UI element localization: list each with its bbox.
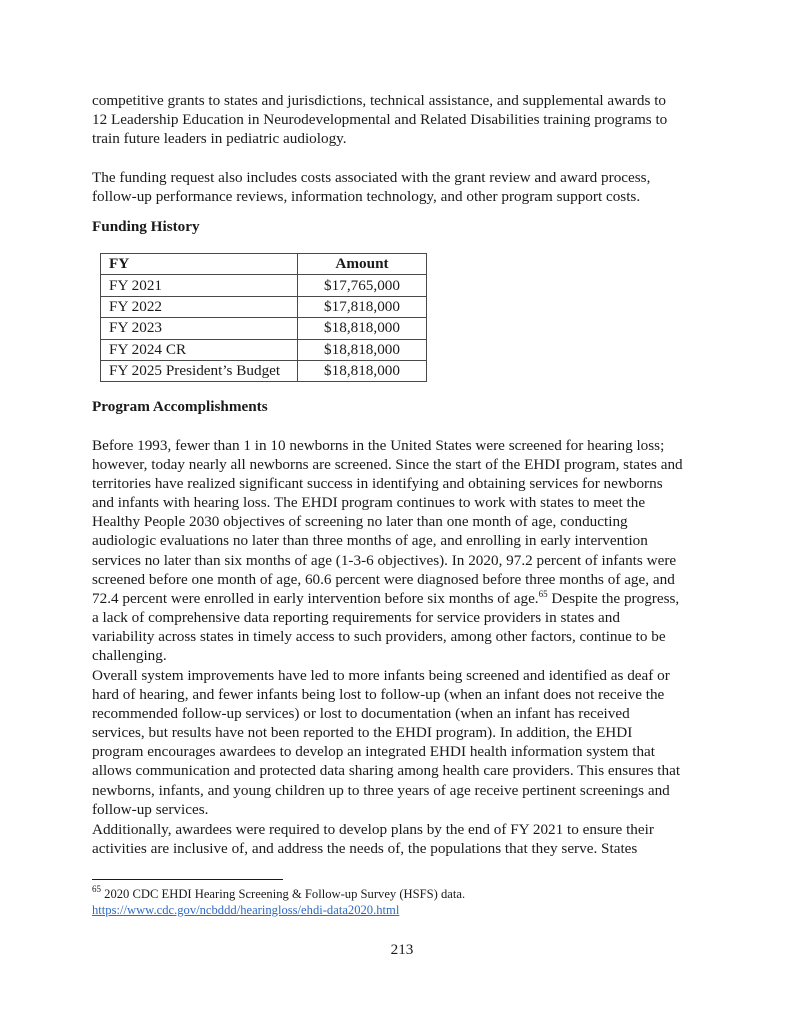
footnote xyxy=(92,886,465,918)
amount-cell: $18,818,000 xyxy=(298,360,427,381)
fy-cell: FY 2021 xyxy=(101,275,298,296)
text-line: Additionally, awardees were required to develop plans by the end of FY 2021 to ensure their xyxy=(92,821,654,838)
text-line: challenging. xyxy=(92,647,167,665)
accomplishments-paragraph-2 xyxy=(92,666,680,819)
fy-cell: FY 2023 xyxy=(101,318,298,339)
text-line: hard of hearing, and fewer infants being lost to follow-up (when an infant does not receive the xyxy=(92,686,665,704)
footnote-text: 2020 CDC EHDI Hearing Screening & Follow-up Survey (HSFS) data. xyxy=(101,887,466,901)
table-row xyxy=(101,275,427,296)
accomplishments-paragraph-3 xyxy=(92,820,654,858)
page-number: 213 xyxy=(390,941,414,958)
text-line: and infants with hearing loss. The EHDI program continues to work with states to meet the xyxy=(92,494,646,512)
text-line: newborns, infants, and young children up to three years of age receive pertinent screenings and xyxy=(92,781,670,799)
text-line: Before 1993, fewer than 1 in 10 newborns in the United States were screened for hearing loss; xyxy=(92,437,665,454)
text-line: screened before one month of age, 60.6 percent were diagnosed before three months of age, and xyxy=(92,570,675,588)
text-line: audiologic evaluations no later than three months of age, and enrolling in early intervention xyxy=(92,532,648,550)
footnote-divider xyxy=(92,879,283,880)
text-line: follow-up services. xyxy=(92,800,209,818)
text-line: competitive grants to states and jurisdictions, technical assistance, and supplemental awards to xyxy=(92,92,667,109)
accomplishments-paragraph-1 xyxy=(92,436,683,665)
text-line: territories have realized significant success in identifying and obtaining services for newborns xyxy=(92,475,663,493)
text-line: variability across states in timely access to such providers, among other factors, continue to be xyxy=(92,627,666,645)
table-row xyxy=(101,296,427,317)
column-header-fy: FY xyxy=(101,254,298,275)
text-line: services no later than six months of age (1-3-6 objectives). In 2020, 97.2 percent of infants were xyxy=(92,551,677,569)
text-line: services, but results have not been reported to the EHDI program). In addition, the EHDI xyxy=(92,724,633,742)
table-row xyxy=(101,318,427,339)
text-line: train future leaders in pediatric audiology. xyxy=(92,130,347,148)
table-header-row xyxy=(101,254,427,275)
text-line: recommended follow-up services) or lost to documentation (when an infant has received xyxy=(92,705,630,723)
fy-cell: FY 2025 President’s Budget xyxy=(101,360,298,381)
funding-history-table xyxy=(100,253,427,382)
fy-cell: FY 2022 xyxy=(101,296,298,317)
text-line: however, today nearly all newborns are screened. Since the start of the EHDI program, states and xyxy=(92,456,683,474)
footnote-text-line xyxy=(92,886,465,902)
fy-cell: FY 2024 CR xyxy=(101,339,298,360)
text-line: Overall system improvements have led to more infants being screened and identified as deaf or xyxy=(92,667,670,684)
table-row xyxy=(101,360,427,381)
amount-cell: $17,818,000 xyxy=(298,296,427,317)
table-row xyxy=(101,339,427,360)
amount-cell: $18,818,000 xyxy=(298,318,427,339)
text-line: The funding request also includes costs associated with the grant review and award process, xyxy=(92,169,651,186)
intro-paragraph xyxy=(92,91,667,148)
column-header-amount: Amount xyxy=(298,254,427,275)
program-accomplishments-heading: Program Accomplishments xyxy=(92,398,268,415)
text-line: allows communication and protected data sharing among health care providers. This ensures that xyxy=(92,762,681,780)
text-line: follow-up performance reviews, information technology, and other program support costs. xyxy=(92,188,641,206)
text-segment: 72.4 percent were enrolled in early intervention before six months of age. xyxy=(92,589,539,607)
text-line: activities are inclusive of, and address the needs of, the populations that they serve. States xyxy=(92,840,638,858)
text-line xyxy=(92,589,683,608)
funding-history-heading: Funding History xyxy=(92,218,200,235)
footnote-reference[interactable]: 65 xyxy=(538,588,548,599)
funding-request-paragraph xyxy=(92,168,650,206)
text-line: program encourages awardees to develop an integrated EHDI health information system that xyxy=(92,743,656,761)
text-segment: Despite the progress, xyxy=(547,589,680,607)
amount-cell: $17,765,000 xyxy=(298,275,427,296)
amount-cell: $18,818,000 xyxy=(298,339,427,360)
footnote-link[interactable]: https://www.cdc.gov/ncbddd/hearingloss/ehdi-data2020.html xyxy=(92,903,400,917)
text-line: a lack of comprehensive data reporting requirements for service providers in states and xyxy=(92,608,620,626)
text-line: Healthy People 2030 objectives of screening no later than one month of age, conducting xyxy=(92,513,628,531)
footnote-number: 65 xyxy=(92,884,101,894)
text-line: 12 Leadership Education in Neurodevelopmental and Related Disabilities training programs to xyxy=(92,111,668,129)
